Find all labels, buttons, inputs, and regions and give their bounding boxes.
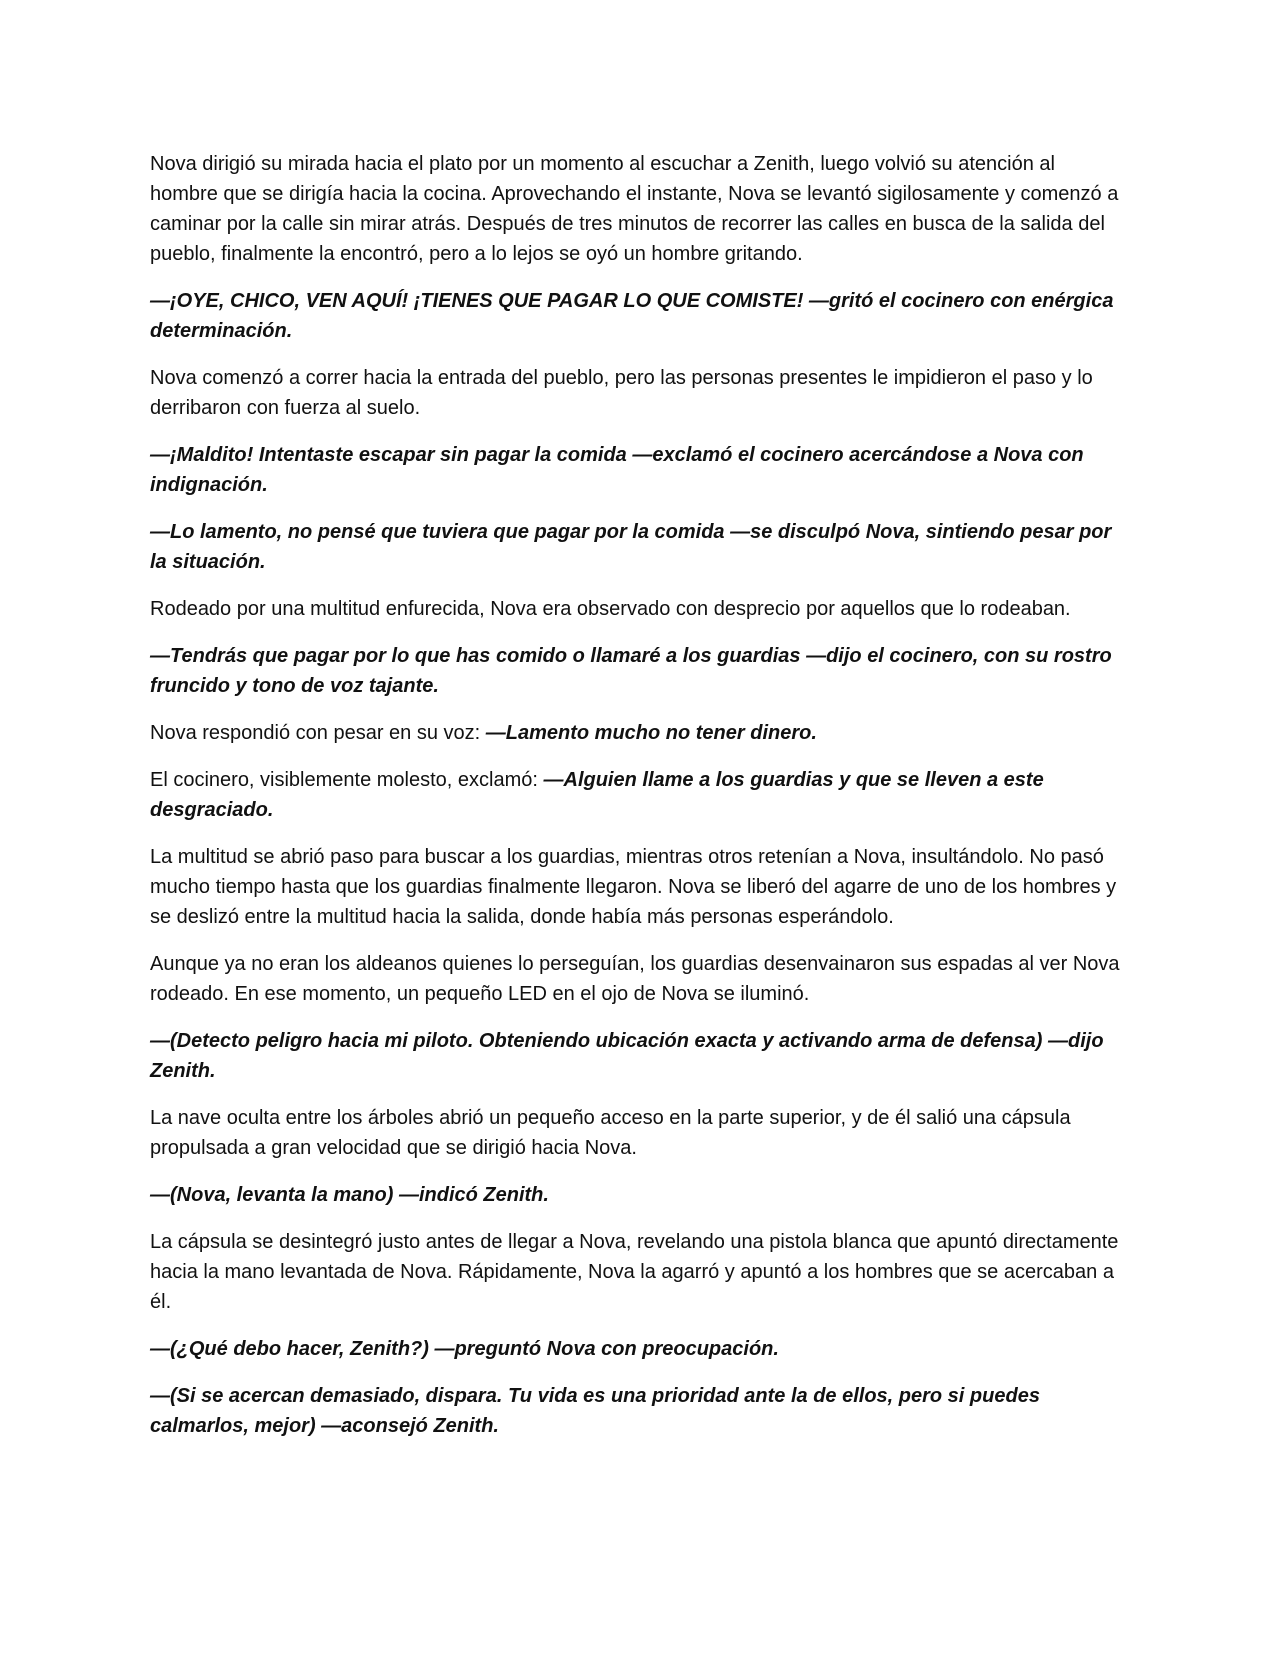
dialogue-paragraph: —(¿Qué debo hacer, Zenith?) —preguntó Nova con preocupación. (150, 1338, 779, 1360)
dialogue-paragraph: —(Si se acercan demasiado, dispara. Tu vida es una prioridad ante la de ellos, pero si puedes calmarlos, mejor) —aconsejó Zenith. (150, 1385, 1040, 1437)
narrative-paragraph: Rodeado por una multitud enfurecida, Nova era observado con desprecio por aquellos que lo rodeaban. (150, 598, 1071, 620)
narrative-paragraph: La cápsula se desintegró justo antes de llegar a Nova, revelando una pistola blanca que apuntó directamente hacia la mano levantada de Nova. Rápidamente, Nova la agarró y apuntó a los hombres que se acercaban a él. (150, 1231, 1119, 1313)
dialogue-paragraph: —Tendrás que pagar por lo que has comido o llamaré a los guardias —dijo el cocinero, con su rostro fruncido y tono de voz tajante. (150, 645, 1112, 697)
dialogue-quote: —Lamento mucho no tener dinero. (485, 722, 817, 744)
mixed-paragraph (150, 765, 1126, 825)
narrative-paragraph: La nave oculta entre los árboles abrió un pequeño acceso en la parte superior, y de él salió una cápsula propulsada a gran velocidad que se dirigió hacia Nova. (150, 1107, 1071, 1159)
narrative-paragraph: Aunque ya no eran los aldeanos quienes lo perseguían, los guardias desenvainaron sus espadas al ver Nova rodeado. En ese momento, un pequeño LED en el ojo de Nova se iluminó. (150, 953, 1120, 1005)
narrative-paragraph: Nova dirigió su mirada hacia el plato por un momento al escuchar a Zenith, luego volvió su atención al hombre que se dirigía hacia la cocina. Aprovechando el instante, Nova se levantó sigilosamente y comenzó a caminar por la calle sin mirar atrás. Después de tres minutos de recorrer las calles en busca de la salida del pueblo, finalmente la encontró, pero a lo lejos se oyó un hombre gritando. (150, 153, 1119, 265)
narrative-paragraph: Nova comenzó a correr hacia la entrada del pueblo, pero las personas presentes le impidieron el paso y lo derribaron con fuerza al suelo. (150, 367, 1093, 419)
narrative-lead: Nova respondió con pesar en su voz: (150, 722, 486, 744)
dialogue-paragraph: —¡OYE, CHICO, VEN AQUÍ! ¡TIENES QUE PAGAR LO QUE COMISTE! —gritó el cocinero con enérgica determinación. (150, 290, 1114, 342)
dialogue-quote: —Alguien llame a los guardias y que se lleven a este desgraciado. (150, 769, 1044, 821)
document-page (150, 149, 1126, 1458)
dialogue-paragraph: —¡Maldito! Intentaste escapar sin pagar la comida —exclamó el cocinero acercándose a Nova con indignación. (150, 444, 1084, 496)
dialogue-paragraph: —(Detecto peligro hacia mi piloto. Obteniendo ubicación exacta y activando arma de defensa) —dijo Zenith. (150, 1030, 1104, 1082)
dialogue-paragraph: —(Nova, levanta la mano) —indicó Zenith. (150, 1184, 549, 1206)
narrative-lead: El cocinero, visiblemente molesto, exclamó: (150, 769, 544, 791)
mixed-paragraph (150, 718, 1126, 748)
dialogue-paragraph: —Lo lamento, no pensé que tuviera que pagar por la comida —se disculpó Nova, sintiendo pesar por la situación. (150, 521, 1112, 573)
narrative-paragraph: La multitud se abrió paso para buscar a los guardias, mientras otros retenían a Nova, insultándolo. No pasó mucho tiempo hasta que los guardias finalmente llegaron. Nova se liberó del agarre de uno de los hombres y se deslizó entre la multitud hacia la salida, donde había más personas esperándolo. (150, 846, 1117, 928)
